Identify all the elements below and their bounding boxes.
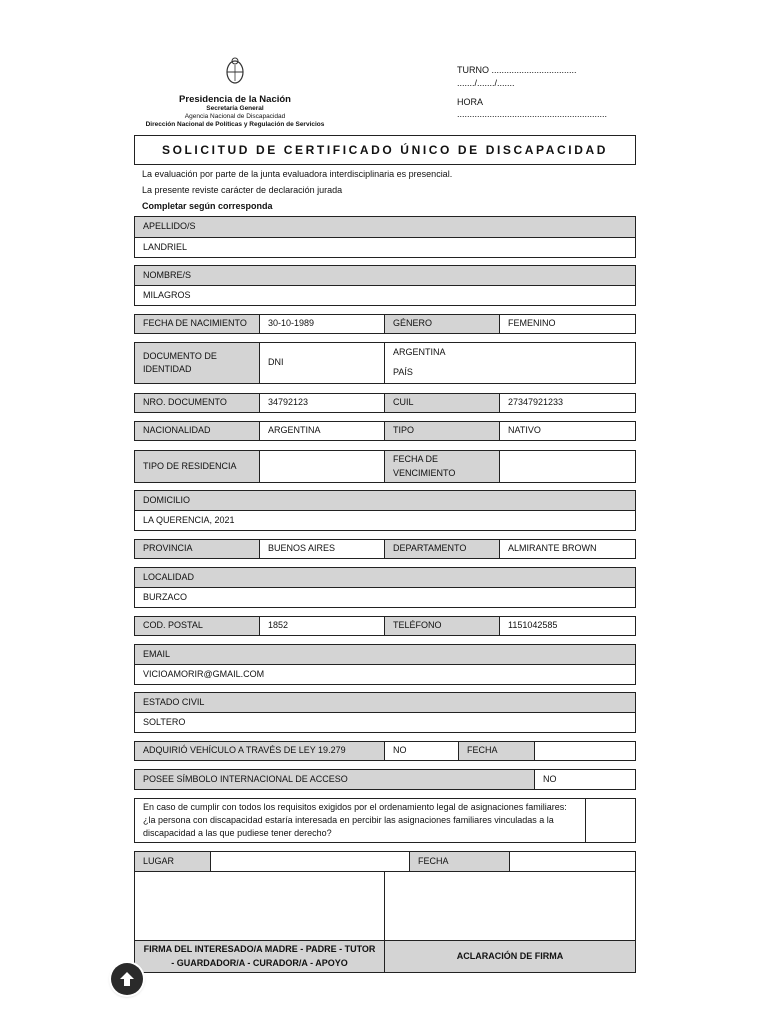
nro-documento-label: NRO. DOCUMENTO <box>134 393 260 413</box>
vehiculo-label: ADQUIRIÓ VEHÍCULO A TRAVÉS DE LEY 19.279 <box>134 741 385 761</box>
estado-civil-field[interactable]: SOLTERO <box>134 712 636 733</box>
logo-line-3: Dirección Nacional de Políticas y Regulación de Servicios <box>145 121 325 129</box>
simbolo-field[interactable]: NO <box>534 769 636 790</box>
postal-label: COD. POSTAL <box>134 616 260 636</box>
firma-fecha-field[interactable] <box>509 851 636 872</box>
firma-label: FIRMA DEL INTERESADO/A MADRE - PADRE - TUTOR - GUARDADOR/A - CURADOR/A - APOYO <box>134 940 385 973</box>
agency-logo <box>140 56 330 129</box>
nro-documento-field[interactable]: 34792123 <box>259 393 385 413</box>
departamento-label: DEPARTAMENTO <box>384 539 500 559</box>
asignaciones-question: En caso de cumplir con todos los requisitos exigidos por el ordenamiento legal de asignaciones familiares: ¿la persona con discapacidad estaría interesada en percibir las asignaciones familiares vinculadas a la discapacidad a las que pudiese tener derecho? <box>134 798 586 843</box>
nombre-field[interactable]: MILAGROS <box>134 285 636 306</box>
residencia-field[interactable] <box>259 450 385 483</box>
residencia-label: TIPO DE RESIDENCIA <box>134 450 260 483</box>
lugar-field[interactable] <box>210 851 410 872</box>
vencimiento-label: FECHA DE VENCIMIENTO <box>384 450 500 483</box>
localidad-label: LOCALIDAD <box>134 567 636 588</box>
genero-field[interactable]: FEMENINO <box>499 314 636 334</box>
nombre-label: NOMBRE/S <box>134 265 636 286</box>
genero-label: GÉNERO <box>384 314 500 334</box>
domicilio-label: DOMICILIO <box>134 490 636 511</box>
cuil-label: CUIL <box>384 393 500 413</box>
nacionalidad-label: NACIONALIDAD <box>134 421 260 441</box>
departamento-field[interactable]: ALMIRANTE BROWN <box>499 539 636 559</box>
vehiculo-fecha-label: FECHA <box>458 741 535 761</box>
email-field[interactable]: VICIOAMORIR@GMAIL.COM <box>134 664 636 685</box>
turno-label: TURNO .................................. <box>457 65 577 75</box>
scroll-top-button[interactable] <box>111 963 143 995</box>
apellido-label: APELLIDO/S <box>134 216 636 238</box>
turno-date: ......./......./....... <box>457 78 515 88</box>
localidad-field[interactable]: BURZACO <box>134 587 636 608</box>
note-completar: Completar según corresponda <box>142 201 273 211</box>
telefono-field[interactable]: 1151042585 <box>499 616 636 636</box>
logo-line-2: Agencia Nacional de Discapacidad <box>184 113 286 121</box>
apellido-field[interactable]: LANDRIEL <box>134 237 636 258</box>
cuil-field[interactable]: 27347921233 <box>499 393 636 413</box>
firma-box[interactable] <box>134 871 385 941</box>
documento-field[interactable]: DNI <box>259 342 385 384</box>
provincia-field[interactable]: BUENOS AIRES <box>259 539 385 559</box>
provincia-label: PROVINCIA <box>134 539 260 559</box>
tipo-label: TIPO <box>384 421 500 441</box>
email-label: EMAIL <box>134 644 636 665</box>
nacimiento-label: FECHA DE NACIMIENTO <box>134 314 260 334</box>
nacimiento-field[interactable]: 30-10-1989 <box>259 314 385 334</box>
vencimiento-field[interactable] <box>499 450 636 483</box>
telefono-label: TELÉFONO <box>384 616 500 636</box>
estado-civil-label: ESTADO CIVIL <box>134 692 636 713</box>
lugar-label: LUGAR <box>134 851 211 872</box>
hora-label: HORA <box>457 97 484 107</box>
note-declaracion: La presente reviste carácter de declaración jurada <box>142 185 343 195</box>
nacionalidad-field[interactable]: ARGENTINA <box>259 421 385 441</box>
domicilio-field[interactable]: LA QUERENCIA, 2021 <box>134 510 636 531</box>
postal-field[interactable]: 1852 <box>259 616 385 636</box>
logo-line-1: Secretaría General <box>206 105 264 112</box>
arrow-up-icon <box>117 969 137 989</box>
logo-title: Presidencia de la Nación <box>179 94 291 105</box>
asignaciones-answer[interactable] <box>585 798 636 843</box>
aclaracion-label: ACLARACIÓN DE FIRMA <box>384 940 636 973</box>
hora-line: ............................................................ <box>457 109 608 119</box>
aclaracion-box[interactable] <box>384 871 636 941</box>
tipo-field[interactable]: NATIVO <box>499 421 636 441</box>
firma-fecha-label: FECHA <box>409 851 510 872</box>
vehiculo-fecha-field[interactable] <box>534 741 636 761</box>
pais-field[interactable]: ARGENTINA <box>384 342 636 364</box>
pais-label: PAÍS <box>384 363 636 384</box>
documento-label: DOCUMENTO DE IDENTIDAD <box>134 342 260 384</box>
simbolo-label: POSEE SÍMBOLO INTERNACIONAL DE ACCESO <box>134 769 535 790</box>
note-presencial: La evaluación por parte de la junta evaluadora interdisciplinaria es presencial. <box>142 169 453 179</box>
coat-of-arms-icon <box>224 56 246 86</box>
form-title: SOLICITUD DE CERTIFICADO ÚNICO DE DISCAPACIDAD <box>134 135 636 165</box>
vehiculo-field[interactable]: NO <box>384 741 459 761</box>
